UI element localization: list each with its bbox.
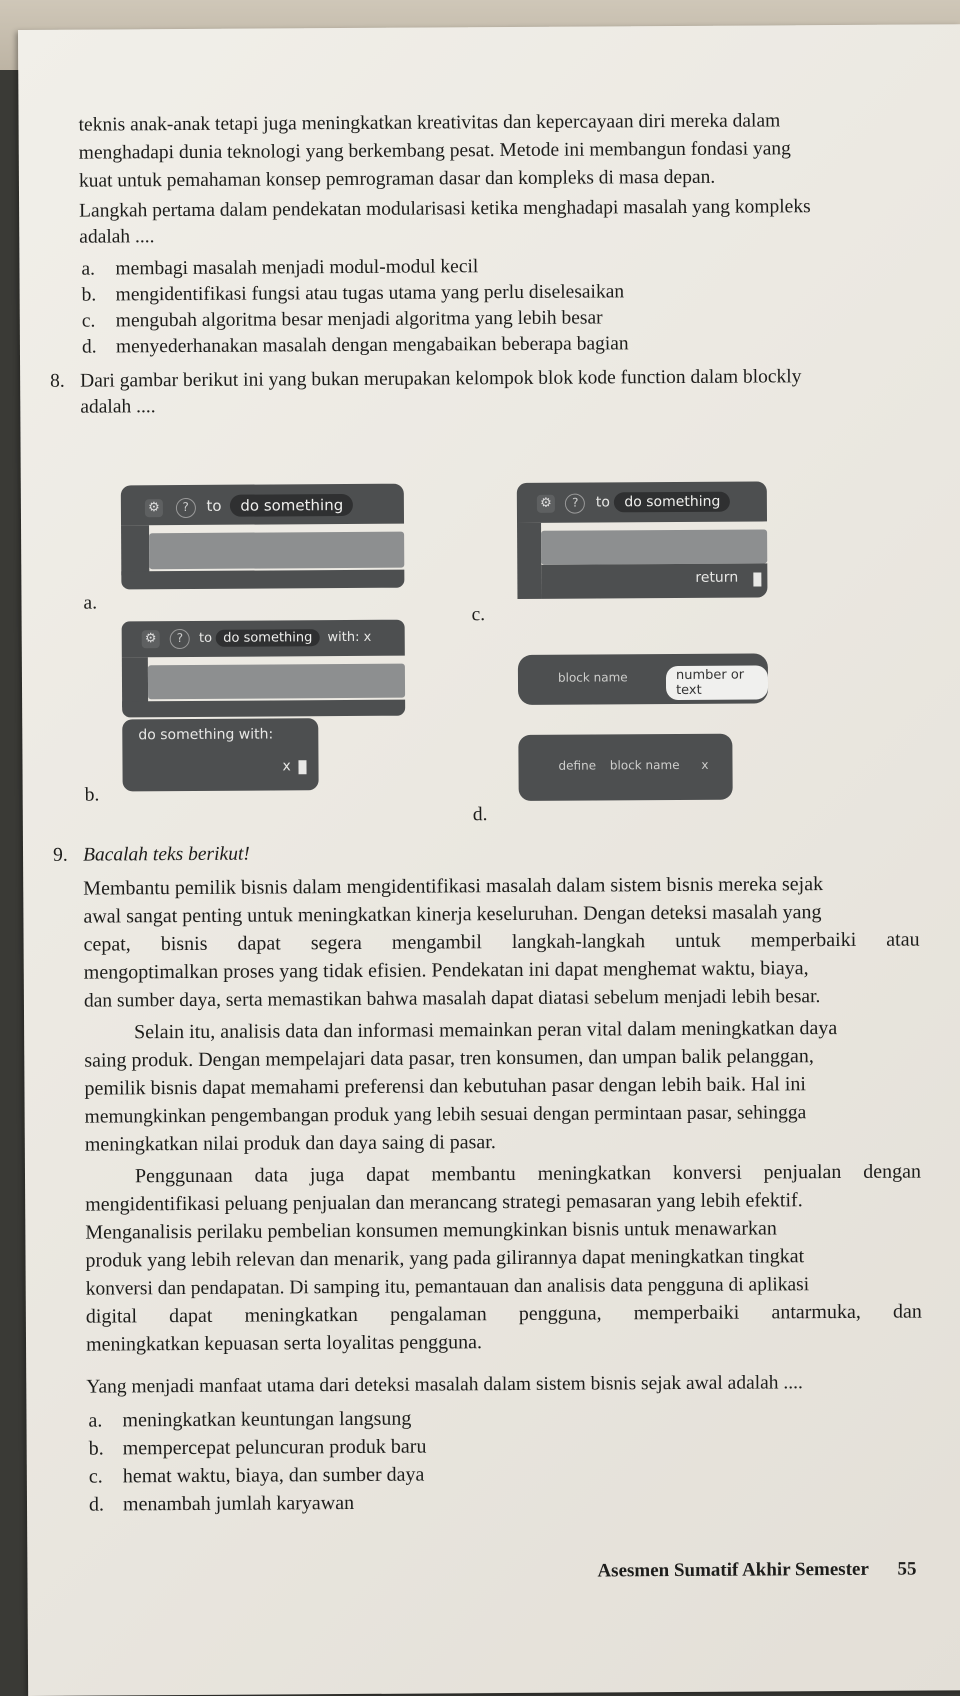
statement-slot: [148, 664, 405, 700]
call-title: do something with:: [138, 726, 274, 744]
q8-label-c[interactable]: c.: [471, 604, 486, 626]
gear-icon: ⚙: [537, 495, 555, 513]
blockly-block-b2[interactable]: [122, 718, 318, 791]
q8-stem: Dari gambar berikut ini yang bukan merupakan kelompok blok kode function dalam blockly: [80, 366, 802, 392]
q9-paragraph-3: Penggunaan data juga dapat membantu meningkatkan konversi penjualan dengan mengidentifikasi peluang penjualan dan merancang strategi pemasaran yang lebih efektif. Menganalisis perilaku pembelian konsumen memungkinkan bisnis untuk menawarkan produk yang lebih relevan dan menarik, yang pada gilirannya dapat meningkatkan tingkat konversi dan pendapatan. Di samping itu, pemantauan dan analisis data pengguna di aplikasi digital dapat meningkatkan pengalaman pengguna, memperbaiki antarmuka, dan meningkatkan kepuasan serta loyalitas pengguna.: [85, 1160, 922, 1356]
gear-icon: ⚙: [145, 499, 163, 517]
params-label: with: x: [327, 629, 372, 646]
block-keyword: to: [206, 496, 222, 515]
q8-label-d[interactable]: d.: [472, 804, 488, 826]
q9-option-a[interactable]: a. meningkatkan keuntungan langsung: [88, 1407, 412, 1432]
q7-option-d[interactable]: d. menyederhanakan masalah dengan mengabaikan beberapa bagian: [81, 333, 629, 358]
q9-option-d[interactable]: d. menambah jumlah karyawan: [88, 1491, 355, 1516]
intro-line: teknis anak-anak tetapi juga meningkatkan kreativitas dan kepercayaan diri mereka dalam: [78, 110, 781, 136]
blockly-block-d[interactable]: [518, 734, 732, 801]
function-name: do something: [216, 629, 319, 647]
q8-stem: adalah ....: [80, 396, 156, 418]
footer-title: Asesmen Sumatif Akhir Semester: [597, 1558, 869, 1582]
input-connector: [298, 760, 306, 774]
block-name-label: block name: [609, 757, 680, 773]
q9-paragraph-1: Membantu pemilik bisnis dalam mengidentifikasi masalah dalam sistem bisnis mereka sejak awal sangat penting untuk meningkatkan kinerja keseluruhan. Dengan deteksi masalah yang cepat, bisnis dapat segera mengambil langkah-langkah untuk memperbaiki atau mengoptimalkan proses yang tidak efisien. Pendekatan ini dapat menghemat waktu, biaya, dan sumber daya, serta memastikan bahwa masalah dapat diatasi sebelum menjadi lebih besar.: [83, 873, 920, 1012]
define-label: define: [558, 758, 597, 773]
block-keyword: to: [198, 630, 213, 646]
function-name: do something: [230, 494, 353, 517]
q8-label-a[interactable]: a.: [83, 592, 98, 614]
book-page: [18, 24, 960, 1696]
statement-slot: [149, 532, 404, 570]
call-param: x: [282, 758, 291, 775]
input-connector: [753, 572, 761, 586]
intro-line: menghadapi dunia teknologi yang berkembang pesat. Metode ini membangun fondasi yang: [78, 138, 791, 164]
q9-number: 9.: [52, 844, 68, 866]
help-icon: ?: [565, 494, 585, 514]
q8-number: 8.: [50, 370, 65, 392]
q7-option-c[interactable]: c. mengubah algoritma besar menjadi algoritma yang lebih besar: [81, 307, 603, 332]
block-keyword: to: [595, 494, 610, 511]
q9-paragraph-2: Selain itu, analisis data dan informasi memainkan peran vital dalam meningkatkan daya saing produk. Dengan mempelajari data pasar, tren konsumen, dan umpan balik pelanggan, pemilik bisnis dapat memahami preferensi dan kebutuhan pasar dengan lebih baik. Hal ini memungkinkan pengembangan produk yang lebih sesuai dengan permintaan pasar, sehingga meningkatkan nilai produk dan daya saing di pasar.: [84, 1017, 838, 1156]
help-icon: ?: [170, 629, 190, 649]
param-label: x: [701, 757, 709, 772]
value-pill: number or text: [666, 665, 768, 700]
page-number: 55: [897, 1558, 917, 1580]
help-icon: ?: [176, 498, 196, 518]
q7-option-b[interactable]: b. mengidentifikasi fungsi atau tugas utama yang perlu diselesaikan: [81, 281, 625, 306]
q7-option-a[interactable]: a. membagi masalah menjadi modul-modul kecil: [81, 256, 479, 280]
q8-label-b[interactable]: b.: [84, 784, 100, 806]
blockly-block-c1[interactable]: [517, 481, 768, 599]
intro-line: kuat untuk pemahaman konsep pemrograman dasar dan kompleks di masa depan.: [78, 166, 716, 192]
block-name-label: block name: [557, 670, 628, 685]
q7-stem: Langkah pertama dalam pendekatan modularisasi ketika menghadapi masalah yang kompleks: [79, 196, 811, 222]
blockly-block-a[interactable]: [121, 484, 405, 594]
function-name: do something: [614, 492, 730, 513]
blockly-block-b1[interactable]: [122, 620, 406, 734]
q9-option-c[interactable]: c. hemat waktu, biaya, dan sumber daya: [88, 1463, 425, 1488]
gear-icon: ⚙: [142, 630, 160, 648]
q9-heading: Bacalah teks berikut!: [82, 843, 250, 866]
statement-slot: [541, 529, 767, 564]
q7-stem: adalah ....: [79, 226, 155, 248]
return-label: return: [695, 569, 739, 586]
q9-question: Yang menjadi manfaat utama dari deteksi masalah dalam sistem bisnis sejak awal adalah ....: [86, 1372, 803, 1398]
blockly-block-c2[interactable]: [518, 653, 768, 705]
q9-option-b[interactable]: b. mempercepat peluncuran produk baru: [88, 1435, 427, 1460]
